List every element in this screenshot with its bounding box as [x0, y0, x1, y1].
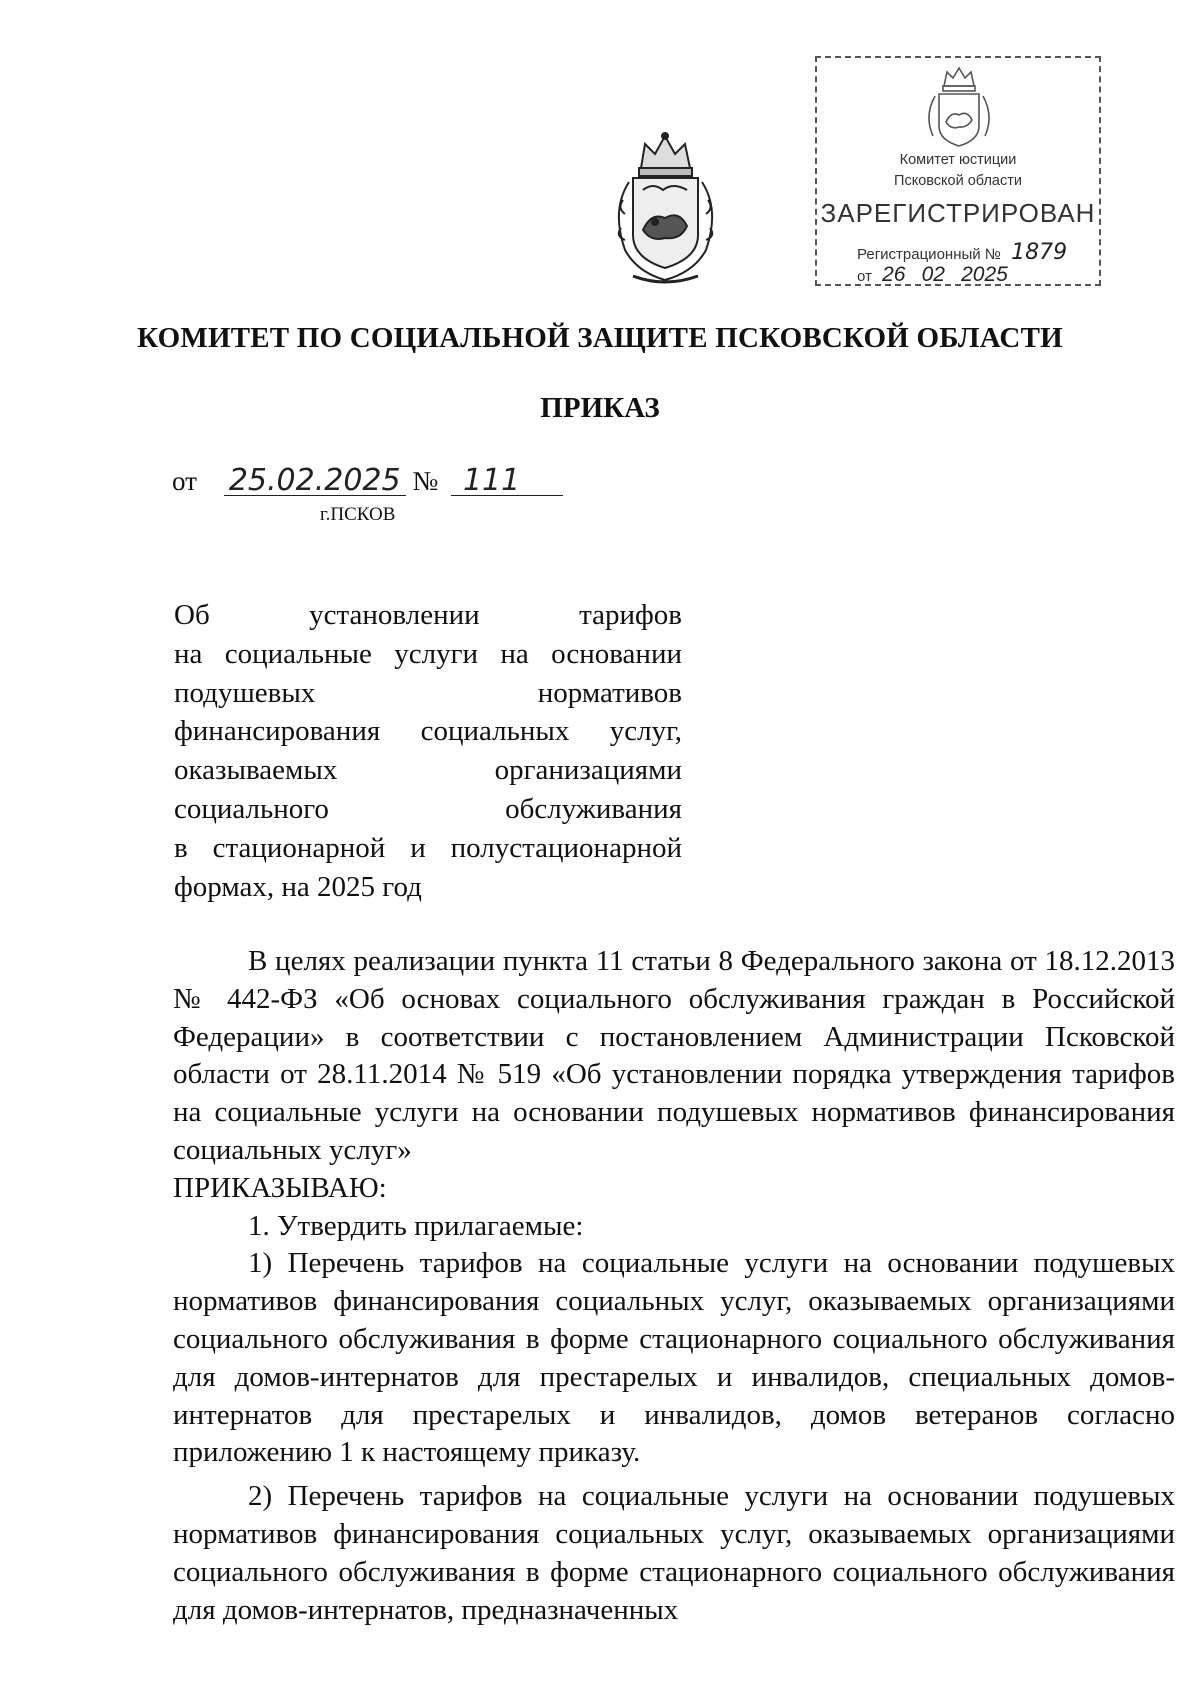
document-type: ПРИКАЗ: [540, 392, 660, 424]
stamp-emblem-icon: [920, 64, 998, 148]
coat-of-arms-emblem: [603, 130, 728, 288]
stamp-reg-number: 1879: [1011, 240, 1068, 265]
order-number: 111: [451, 467, 563, 496]
stamp-reg-date-year: 2025: [961, 263, 1008, 286]
stamp-reg-date-month: 02: [921, 263, 945, 286]
order-word: ПРИКАЗЫВАЮ:: [173, 1171, 387, 1204]
subject-line: в стационарной и полустационарной: [174, 831, 682, 864]
date-prefix: от: [172, 466, 197, 496]
stamp-reg-number-label: Регистрационный №: [857, 246, 1001, 263]
subject-line: Об установлении тарифов: [174, 599, 682, 631]
order-subject: [174, 596, 682, 906]
stamp-reg-number-row: [857, 240, 1067, 265]
subitem-2: 2) Перечень тарифов на социальные услуги на основании подушевых нормативов финансирования социальных услуг, оказываемых организациями социального обслуживания в форме стационарного социального обслуживания для домов-интернатов, предназначенных: [173, 1480, 1175, 1626]
item-1: 1. Утвердить прилагаемые:: [248, 1209, 584, 1242]
subitem-1: 1) Перечень тарифов на социальные услуги на основании подушевых нормативов финансирования социальных услуг, оказываемых организациями социального обслуживания в форме стационарного социального обслуживания для домов-интернатов для престарелых и инвалидов, специальных домов-интернатов для престарелых и инвалидов, домов ветеранов согласно приложению 1 к настоящему приказу.: [173, 1247, 1175, 1469]
preamble-paragraph: В целях реализации пункта 11 статьи 8 Федерального закона от 18.12.2013 № 442-ФЗ «Об основах социального обслуживания граждан в Российской Федерации» в соответствии с постановлением Администрации Псковской области от 28.11.2014 № 519 «Об установлении порядка утверждения тарифов на социальные услуги на основании подушевых нормативов финансирования социальных услуг»: [173, 945, 1175, 1166]
subject-line: социального обслуживания: [174, 792, 682, 825]
registration-stamp: [815, 56, 1101, 286]
stamp-org-line2: Псковской области: [894, 173, 1022, 189]
subject-line: финансирования социальных услуг,: [174, 715, 682, 748]
subject-line: подушевых нормативов: [174, 676, 682, 709]
stamp-reg-date-day: 26: [882, 263, 906, 286]
city-label: г.ПСКОВ: [320, 504, 396, 525]
order-body: [173, 943, 1175, 1629]
subject-line: на социальные услуги на основании: [174, 637, 682, 670]
stamp-org-line1: Комитет юстиции: [899, 152, 1017, 168]
order-dateline: [172, 463, 563, 498]
stamp-reg-date-row: [857, 263, 1014, 287]
subject-line: формах, на 2025 год: [174, 870, 422, 903]
stamp-reg-date-prefix: от: [857, 268, 872, 285]
stamp-registered-label: ЗАРЕГИСТРИРОВАН: [820, 198, 1096, 228]
subject-line: оказываемых организациями: [174, 754, 682, 787]
committee-title: КОМИТЕТ ПО СОЦИАЛЬНОЙ ЗАЩИТЕ ПСКОВСКОЙ ОБЛАСТИ: [137, 322, 1063, 354]
number-label: №: [412, 466, 439, 496]
order-date: 25.02.2025: [224, 467, 406, 496]
